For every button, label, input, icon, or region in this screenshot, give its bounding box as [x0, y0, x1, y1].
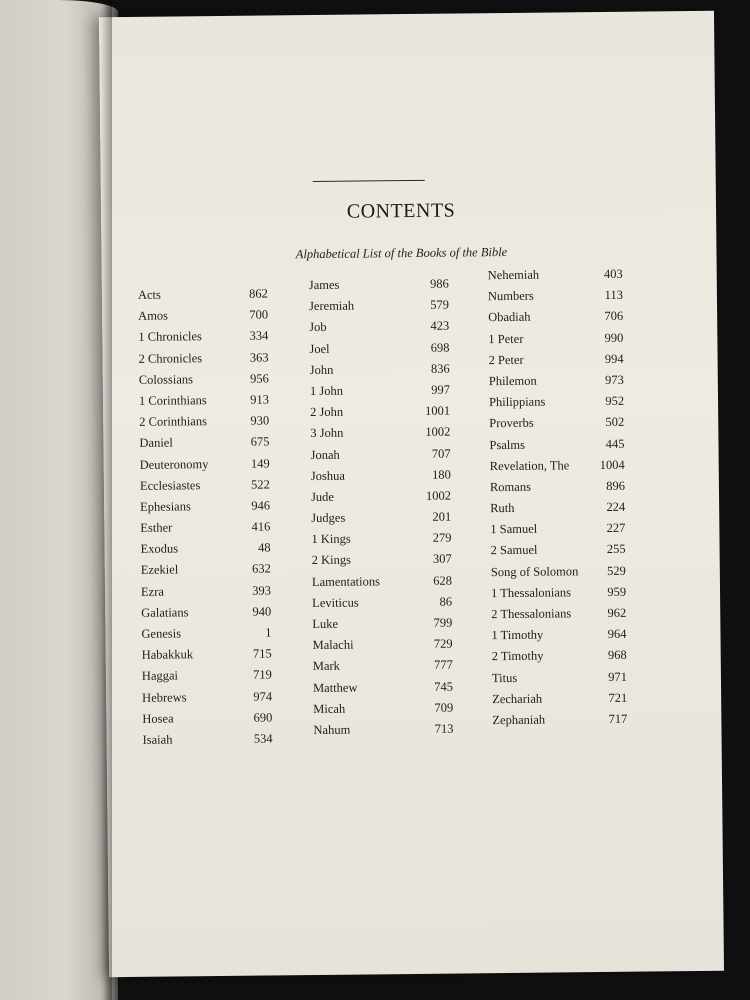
contents-entry [492, 712, 627, 735]
page-number: 990 [604, 330, 624, 345]
contents-entry [490, 457, 625, 480]
page-number: 956 [249, 371, 269, 386]
page-number: 675 [250, 434, 270, 449]
book-name: Colossians [138, 372, 194, 387]
page-number: 628 [433, 573, 452, 588]
page-number: 201 [432, 509, 452, 524]
contents-entry [142, 668, 272, 691]
page-number: 700 [249, 307, 269, 322]
book-name: Song of Solomon [490, 563, 579, 579]
contents-entry [488, 309, 623, 332]
contents-entry [141, 604, 271, 627]
book-name: 3 John [310, 426, 344, 441]
contents-entry [491, 627, 626, 650]
page-number: 940 [252, 604, 272, 619]
contents-entry [309, 319, 449, 342]
page-number: 227 [606, 521, 626, 536]
contents-entry [311, 531, 451, 554]
book-name: Judges [311, 510, 346, 526]
page-number: 836 [430, 361, 450, 376]
page-number: 707 [431, 446, 451, 461]
contents-entry [142, 710, 272, 733]
book-name: Hosea [142, 711, 174, 726]
contents-entry [313, 722, 453, 745]
page-number: 579 [430, 297, 450, 312]
contents-entry [138, 286, 268, 309]
page-number: 279 [432, 530, 452, 546]
page-number: 717 [608, 711, 628, 726]
contents-entry [490, 500, 625, 523]
book-name: Acts [137, 287, 161, 302]
book-name: Luke [312, 616, 339, 632]
book-name: Revelation, The [489, 458, 570, 473]
page-number: 1004 [599, 457, 625, 472]
book-name: James [308, 277, 340, 293]
book-name: 2 Kings [311, 553, 352, 568]
book-name: 1 Thessalonians [490, 585, 572, 600]
book-name: Mark [312, 659, 340, 674]
book-name: Habakkuk [141, 647, 194, 663]
book-name: Esther [140, 520, 173, 535]
page-number: 721 [608, 690, 628, 705]
contents-page [99, 11, 724, 977]
page-number: 534 [253, 731, 273, 746]
page-number: 994 [604, 351, 624, 366]
contents-entry [311, 510, 451, 533]
contents-entry [140, 477, 270, 500]
page-number: 729 [433, 636, 453, 651]
contents-entry [313, 658, 453, 681]
page-number: 423 [430, 318, 450, 334]
contents-entry [489, 373, 624, 396]
page-number: 86 [439, 594, 453, 609]
contents-entry [311, 446, 451, 469]
page-number: 968 [607, 648, 627, 663]
page-number: 719 [253, 667, 272, 683]
contents-entry [310, 404, 450, 427]
book-name: 1 John [309, 383, 343, 398]
page-number: 973 [604, 372, 624, 387]
page-number: 930 [250, 413, 270, 428]
book-name: Malachi [312, 637, 354, 653]
page-number: 974 [253, 689, 273, 704]
contents-entry [488, 267, 623, 290]
contents-entry [491, 542, 626, 565]
book-name: 1 Peter [488, 331, 524, 346]
contents-entry [310, 425, 450, 448]
page-number: 445 [605, 436, 625, 451]
book-name: Hebrews [142, 689, 187, 705]
page-number: 180 [431, 467, 451, 482]
contents-entry [489, 352, 624, 375]
book-name: Zechariah [492, 691, 543, 706]
page-number: 632 [251, 561, 271, 577]
book-name: Psalms [489, 437, 525, 452]
contents-entry [138, 329, 268, 352]
page-number: 862 [249, 286, 268, 301]
book-name: 1 Samuel [490, 521, 538, 537]
book-name: Jude [310, 489, 335, 504]
contents-entry [313, 700, 453, 723]
contents-entry [492, 648, 627, 671]
book-name: Jeremiah [308, 298, 355, 314]
book-name: Ruth [490, 500, 515, 516]
book-column-3 [488, 267, 628, 735]
page-number: 971 [608, 669, 627, 684]
book-name: 2 Samuel [490, 543, 538, 558]
page-number: 48 [257, 540, 271, 555]
book-name: Joshua [310, 468, 345, 483]
book-name: Philippians [488, 394, 546, 410]
book-name: Lamentations [311, 573, 381, 589]
contents-entry [138, 350, 268, 373]
page-number: 715 [252, 646, 272, 661]
book-name: 2 Chronicles [138, 350, 203, 366]
book-name: Haggai [141, 668, 179, 684]
contents-entry [311, 467, 451, 490]
page-number: 706 [604, 309, 624, 324]
book-name: 1 Kings [311, 531, 351, 547]
book-name: Genesis [141, 626, 182, 641]
page-number: 713 [434, 721, 454, 736]
contents-entry [141, 562, 271, 585]
book-name: Numbers [487, 288, 534, 304]
book-name: Amos [138, 308, 169, 324]
book-name: Deuteronomy [139, 456, 209, 472]
book-name: 2 Timothy [491, 649, 544, 664]
contents-entry [140, 498, 270, 521]
page-number: 393 [252, 583, 272, 598]
page-number: 799 [433, 615, 453, 630]
page-number: 959 [607, 584, 627, 599]
page-number: 529 [606, 563, 626, 578]
book-name: Ephesians [140, 499, 191, 514]
contents-entry [139, 414, 269, 437]
book-name: Daniel [139, 435, 173, 451]
book-name: Isaiah [142, 732, 173, 747]
book-name: Nehemiah [487, 267, 540, 283]
contents-entry [140, 541, 270, 564]
contents-entry [492, 669, 627, 692]
book-name: 2 Thessalonians [491, 606, 572, 622]
contents-entry [139, 435, 269, 458]
contents-entry [492, 691, 627, 714]
book-name: Job [309, 320, 327, 335]
contents-entry [142, 731, 272, 754]
contents-entry [313, 637, 453, 660]
book-spine-shadow [100, 0, 112, 1000]
book-name: Ezra [140, 584, 164, 599]
page-number: 698 [430, 340, 450, 355]
contents-entry [311, 488, 451, 511]
contents-entry [142, 647, 272, 670]
page-number: 334 [249, 328, 269, 344]
contents-entry [488, 330, 623, 353]
book-name: 1 Chronicles [138, 329, 202, 345]
page-number: 962 [607, 605, 627, 620]
title-rule [313, 180, 425, 182]
book-name: Exodus [140, 541, 179, 557]
contents-entry [139, 392, 269, 415]
book-name: Romans [489, 479, 531, 495]
contents-entry [491, 585, 626, 608]
contents-entry [312, 594, 452, 617]
book-name: Ezekiel [140, 562, 179, 578]
book-name: Galatians [141, 605, 189, 620]
contents-entry [313, 679, 453, 702]
contents-entry [312, 552, 452, 575]
book-name: Titus [491, 670, 518, 685]
book-name: John [309, 362, 334, 377]
page-number: 403 [603, 266, 623, 281]
page-number: 224 [606, 499, 626, 515]
contents-entry [312, 573, 452, 596]
book-name: 1 Corinthians [138, 393, 207, 408]
contents-entry [139, 371, 269, 394]
contents-entry [309, 298, 449, 321]
page-number: 1 [265, 625, 272, 640]
contents-entry [490, 479, 625, 502]
page-number: 745 [434, 679, 454, 694]
book-name: Obadiah [488, 310, 531, 325]
book-name: Leviticus [312, 595, 359, 610]
book-name: Ecclesiastes [139, 477, 201, 493]
page-number: 709 [434, 700, 454, 715]
page-number: 522 [251, 477, 270, 492]
page-subtitle: Alphabetical List of the Books of the Bible [295, 244, 508, 262]
page-number: 913 [250, 392, 270, 407]
page-number: 896 [606, 478, 625, 493]
book-name: Zephaniah [492, 712, 546, 728]
book-name: Nahum [313, 722, 351, 737]
page-number: 997 [431, 382, 450, 397]
page-number: 363 [249, 350, 269, 365]
page-number: 1001 [425, 403, 451, 418]
page-number: 986 [429, 276, 449, 291]
contents-entry [489, 436, 624, 459]
contents-entry [312, 616, 452, 639]
contents-entry [141, 625, 271, 648]
contents-entry [489, 415, 624, 438]
book-name: Matthew [312, 680, 358, 695]
page-number: 952 [605, 393, 625, 409]
page-number: 502 [605, 415, 625, 430]
book-name: 2 Corinthians [139, 414, 208, 429]
book-name: 1 Timothy [491, 627, 544, 643]
page-number: 255 [606, 542, 626, 557]
book-name: 2 John [310, 404, 344, 420]
book-name: Proverbs [489, 416, 534, 431]
page-number: 690 [253, 710, 273, 725]
page-number: 1002 [425, 488, 452, 503]
page-title: CONTENTS [346, 199, 456, 223]
page-number: 1002 [425, 424, 451, 440]
contents-entry [310, 383, 450, 406]
contents-entry [309, 340, 449, 363]
book-column-1 [138, 286, 273, 753]
contents-entry [142, 689, 272, 712]
contents-entry [141, 583, 271, 606]
page-number: 416 [251, 519, 271, 534]
contents-entry [488, 288, 623, 311]
contents-entry [140, 520, 270, 543]
contents-entry [490, 521, 625, 544]
contents-entry [138, 308, 268, 331]
contents-entry [309, 277, 449, 300]
book-name: Joel [309, 341, 330, 356]
contents-entry [310, 361, 450, 384]
page-number: 307 [432, 552, 452, 567]
page-number: 777 [433, 657, 453, 673]
contents-entry [489, 394, 624, 417]
book-name: 2 Peter [488, 352, 524, 367]
page-number: 946 [251, 498, 271, 513]
contents-entry [491, 563, 626, 586]
page-number: 113 [604, 287, 624, 303]
book-name: Micah [313, 701, 346, 716]
page-number: 149 [250, 455, 270, 471]
book-name: Jonah [310, 447, 340, 462]
book-column-2 [309, 277, 454, 745]
contents-entry [491, 606, 626, 629]
contents-entry [140, 456, 270, 479]
book-name: Philemon [488, 373, 537, 389]
page-number: 964 [607, 626, 627, 642]
